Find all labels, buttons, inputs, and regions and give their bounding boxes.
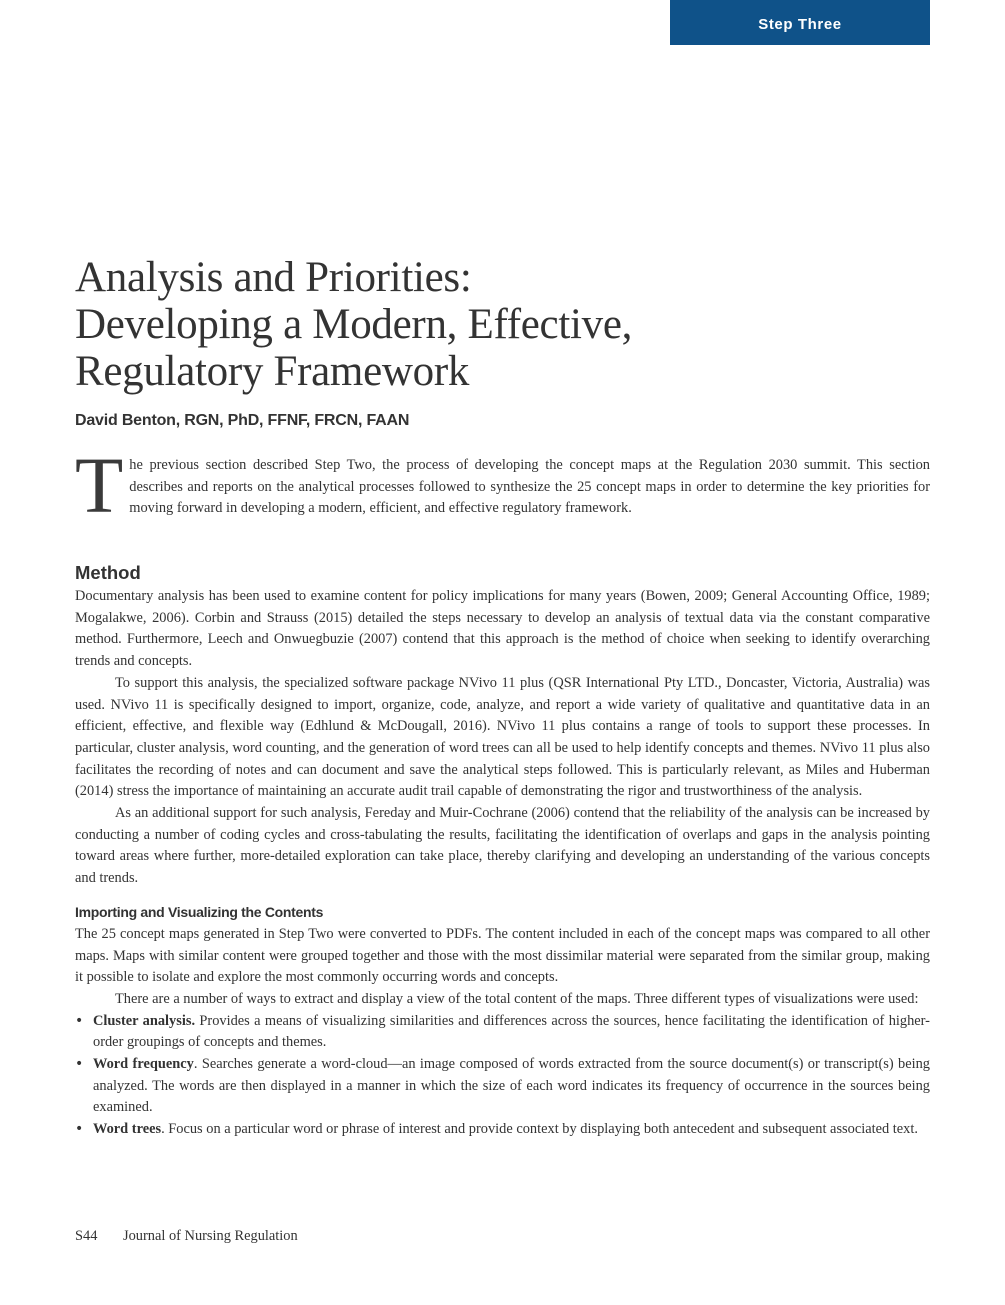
- title-line: Regulatory Framework: [75, 348, 470, 395]
- list-term: Cluster analysis.: [93, 1012, 196, 1029]
- author-byline: David Benton, RGN, PhD, FFNF, FRCN, FAAN: [75, 412, 410, 429]
- drop-cap: T: [75, 443, 124, 530]
- body-paragraph: To support this analysis, the specialized software package NVivo 11 plus (QSR International Pty LTD., Doncaster, Victoria, Australia) was used. NVivo 11 is specifically designed to import, organize, code, analyze, and report a wide variety of qualitative and quantitative data in an efficient, effective, and flexible way (Edhlund & McDougall, 2016). NVivo 11 plus contains a range of tools to support these processes. In particular, cluster analysis, word counting, and the generation of word trees can all be used to help identify concepts and themes. NVivo 11 plus also facilitates the recording of notes and can document and save the analytical steps followed. This is particularly relevant, as Miles and Huberman (2014) stress the importance of maintaining an accurate audit trail capable of demonstrating the rigor and trustworthiness of the analysis.: [75, 674, 930, 800]
- list-item: [75, 1119, 930, 1141]
- list-item: [75, 1011, 930, 1054]
- page-number: S44: [75, 1228, 98, 1244]
- importing-heading: Importing and Visualizing the Contents: [75, 903, 324, 920]
- body-paragraph: The 25 concept maps generated in Step Two were converted to PDFs. The content included in each of the concept maps was compared to all other maps. Maps with similar content were grouped together and those with the most dissimilar material were separated from the similar group, making it possible to isolate and explore the most commonly occurring words and concepts.: [75, 925, 930, 986]
- title-line: Analysis and Priorities:: [75, 254, 472, 301]
- list-text: . Focus on a particular word or phrase of interest and provide context by displaying both antecedent and subsequent associated text.: [161, 1121, 918, 1138]
- body-paragraph: Documentary analysis has been used to examine content for policy implications for many years (Bowen, 2009; General Accounting Office, 1989; Mogalakwe, 2006). Corbin and Strauss (2015) detailed the steps necessary to develop an analysis of textual data via the constant comparative method. Furthermore, Leech and Onwuegbuzie (2007) contend that this approach is the method of choice when seeking to identify overarching trends and concepts.: [75, 588, 930, 670]
- body-paragraph: There are a number of ways to extract and display a view of the total content of the maps. Three different types of visualizations were used:: [115, 990, 919, 1007]
- bullet-icon: •: [75, 1121, 84, 1138]
- page-footer: [75, 1228, 298, 1245]
- intro-paragraph: [75, 443, 930, 530]
- section-tab: [670, 0, 930, 45]
- journal-name: Journal of Nursing Regulation: [123, 1228, 298, 1244]
- visualization-list: [75, 1011, 930, 1141]
- title-line: Developing a Modern, Effective,: [75, 301, 633, 348]
- article-body: [75, 560, 930, 1141]
- bullet-icon: •: [75, 1056, 84, 1073]
- intro-text: he previous section described Step Two, the process of developing the concept maps at the Regulation 2030 summit. This section describes and reports on the analytical processes followed to synthesize the 25 concept maps in order to determine the key priorities for moving forward in developing a modern, efficient, and effective regulatory framework.: [129, 457, 930, 516]
- section-tab-label: Step Three: [758, 16, 842, 33]
- method-heading: Method: [75, 562, 141, 583]
- list-term: Word frequency: [93, 1056, 194, 1073]
- article-title: [75, 254, 935, 395]
- list-text: . Searches generate a word-cloud—an image composed of words extracted from the source document(s) or transcript(s) being analyzed. The words are then displayed in a manner in which the size of each word indicates its frequency of occurrence in the sources being examined.: [93, 1056, 930, 1116]
- bullet-icon: •: [75, 1012, 84, 1029]
- body-paragraph: As an additional support for such analysis, Fereday and Muir-Cochrane (2006) contend that the reliability of the analysis can be increased by conducting a number of coding cycles and cross-tabulating the results, facilitating the identification of overlaps and gaps in the analysis pointing toward areas where further, more-detailed exploration can take place, thereby clarifying and developing an understanding of the various concepts and trends.: [75, 805, 930, 887]
- list-text: Provides a means of visualizing similarities and differences across the sources, hence facilitating the identification of higher-order groupings of concepts and themes.: [93, 1012, 930, 1051]
- list-item: [75, 1054, 930, 1119]
- list-term: Word trees: [93, 1121, 162, 1138]
